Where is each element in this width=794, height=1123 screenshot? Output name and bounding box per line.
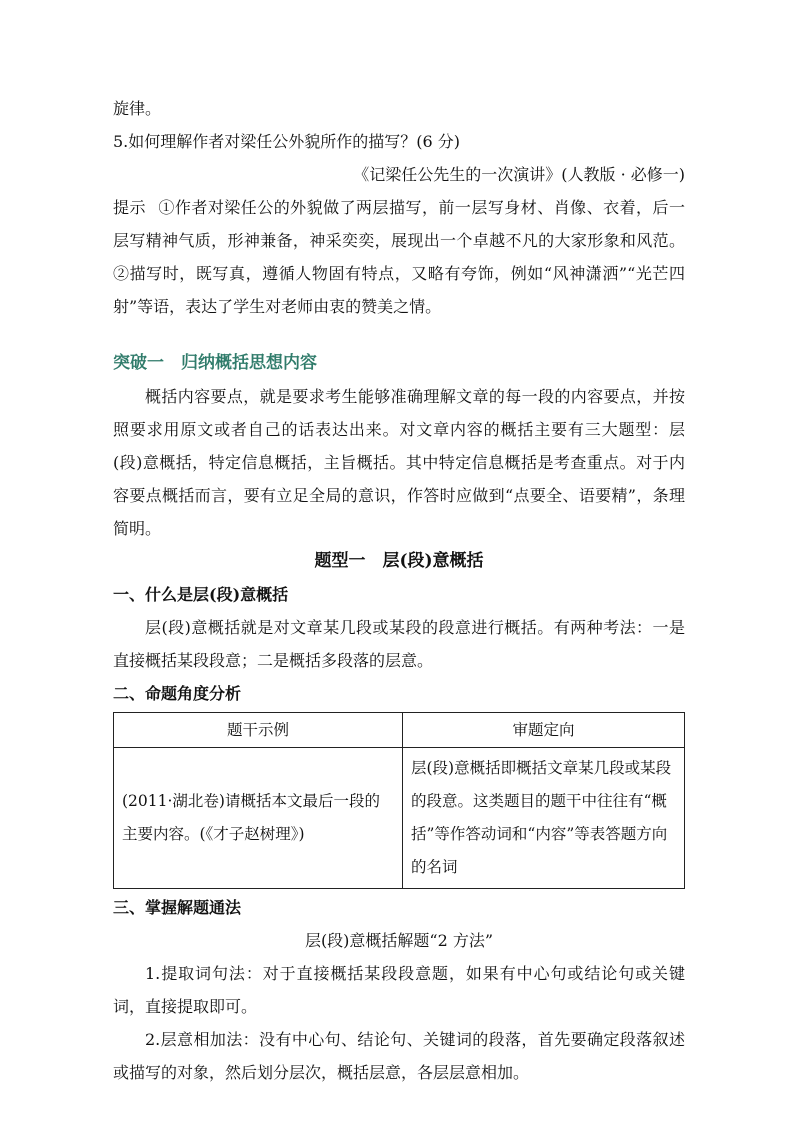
method-2-label: 2.层意相加法	[145, 1030, 243, 1049]
document-page	[113, 92, 685, 1089]
hint-text: ①作者对梁任公的外貌做了两层描写，前一层写身材、肖像、衣着，后一层写精神气质，形神兼备，神采奕奕，展现出一个卓越不凡的大家形象和风范。②描写时，既写真，遵循人物固有特点，又略有夸饰，例如“风神潇洒”“光芒四射”等语，表达了学生对老师由衷的赞美之情。	[113, 198, 685, 316]
sub3-title: 三、掌握解题通法	[113, 898, 242, 917]
method-1-text: ：对于直接概括某段段意题，如果有中心句或结论句或关键词，直接提取即可。	[113, 964, 685, 1016]
sub2-title: 二、命题角度分析	[113, 684, 242, 703]
type-title: 题型一 层(段)意概括	[314, 551, 484, 571]
hint-label: 提示	[113, 198, 146, 217]
table-row	[114, 748, 685, 889]
method-1-label: 1.提取词句法	[145, 964, 246, 983]
sub1-text: 层(段)意概括就是对文章某几段或某段的段意进行概括。有两种考法：一是直接概括某段段意；二是概括多段落的层意。	[113, 618, 685, 670]
hint-paragraph	[113, 191, 685, 323]
analysis-table	[113, 712, 685, 889]
methods-title: 层(段)意概括解题“2 方法”	[304, 931, 494, 950]
question-5: 5.如何理解作者对梁任公外貌所作的描写？(6 分)	[113, 132, 461, 151]
table-header-row	[114, 713, 685, 748]
question-source: 《记梁任公先生的一次演讲》(人教版 · 必修一)	[353, 165, 685, 184]
table-header-direction: 审题定向	[403, 713, 685, 748]
table-cell-example: (2011·湖北卷)请概括本文最后一段的主要内容。(《才子赵树理》)	[114, 748, 403, 889]
method-2	[113, 1023, 685, 1089]
sub1-title: 一、什么是层(段)意概括	[113, 585, 289, 604]
table-header-example: 题干示例	[114, 713, 403, 748]
section-title: 突破一 归纳概括思想内容	[113, 353, 317, 373]
method-2-text: ：没有中心句、结论句、关键词的段落，首先要确定段落叙述或描写的对象，然后划分层次，概括层意，各层层意相加。	[113, 1030, 685, 1082]
intro-tail: 旋律。	[113, 99, 162, 118]
section-intro: 概括内容要点，就是要求考生能够准确理解文章的每一段的内容要点，并按照要求用原文或者自己的话表达出来。对文章内容的概括主要有三大题型：层(段)意概括，特定信息概括，主旨概括。其中特定信息概括是考查重点。对于内容要点概括而言，要有立足全局的意识，作答时应做到“点要全、语要精”，条理简明。	[113, 387, 685, 538]
table-cell-direction: 层(段)意概括即概括文章某几段或某段的段意。这类题目的题干中往往有“概括”等作答动词和“内容”等表答题方向的名词	[403, 748, 685, 889]
method-1	[113, 957, 685, 1023]
